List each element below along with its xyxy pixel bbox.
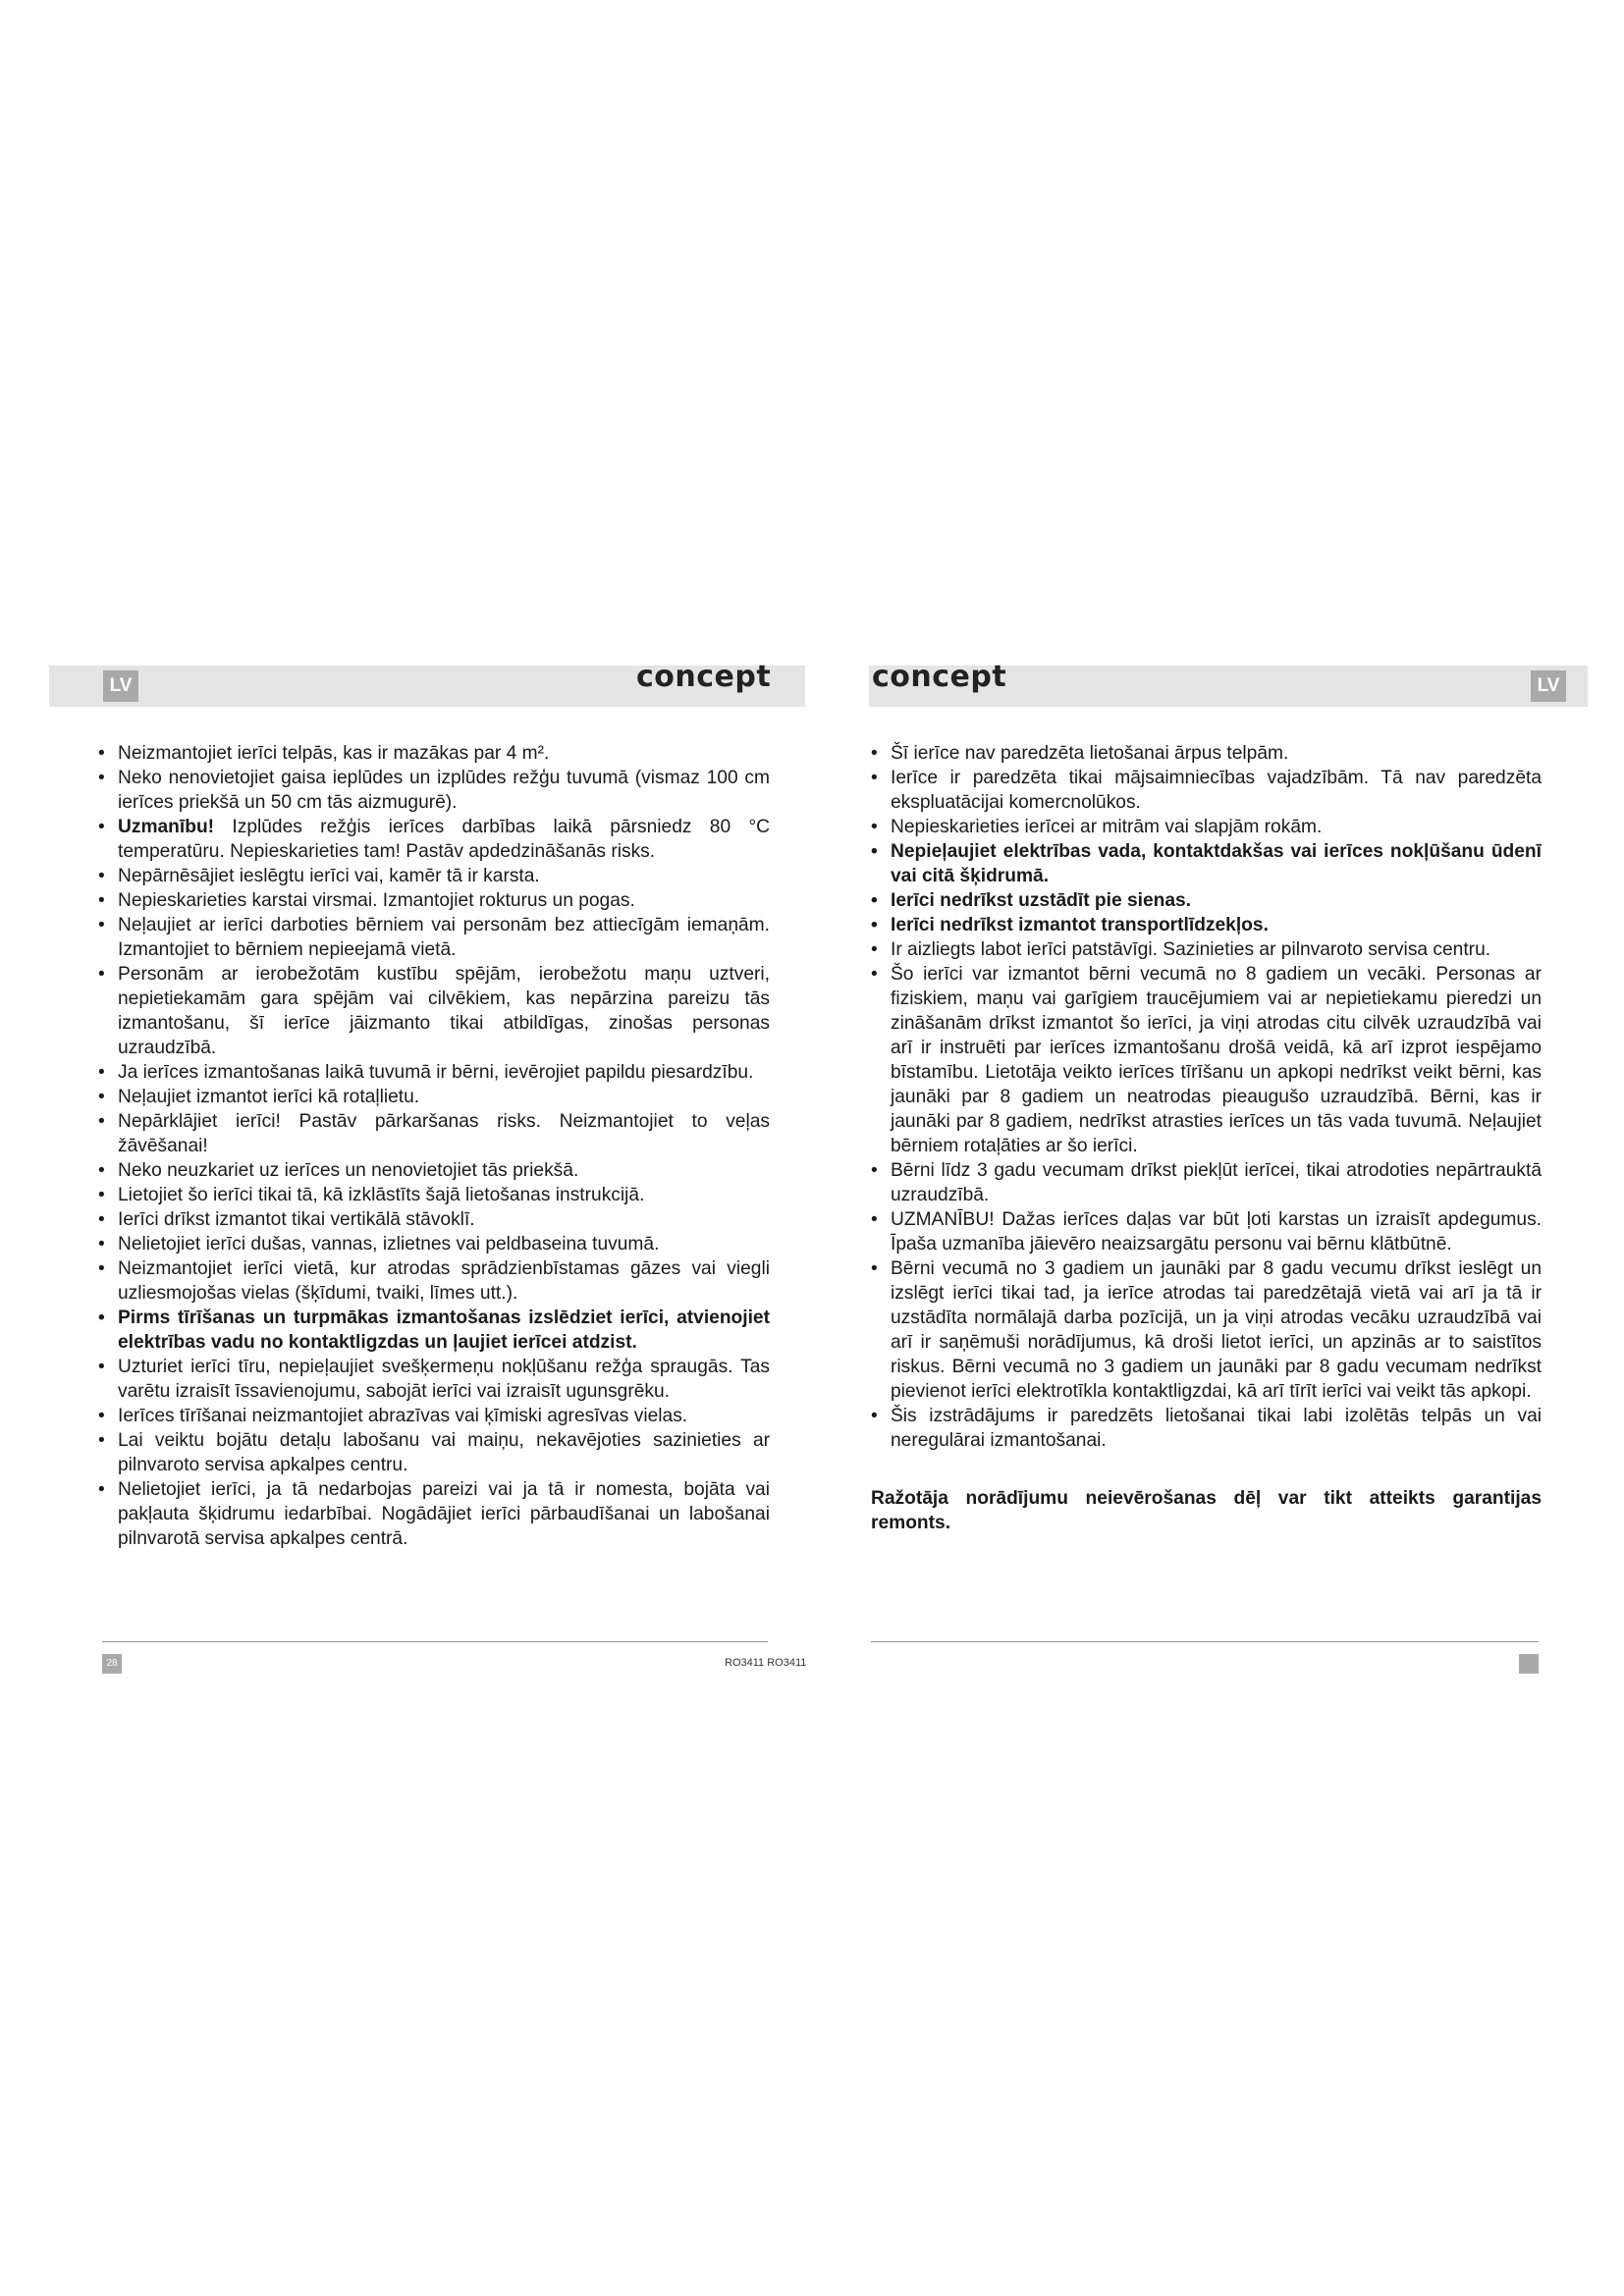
language-badge-left: LV [103, 670, 138, 702]
list-item [98, 1306, 770, 1355]
list-item-text: Ierīces tīrīšanai neizmantojiet abrazīvas vai ķīmiski agresīvas vielas. [118, 1406, 688, 1426]
list-item [98, 1355, 770, 1404]
list-item [98, 1183, 770, 1207]
list-item-text: Šo ierīci var izmantot bērni vecumā no 8 gadiem un vecāki. Personas ar fiziskiem, maņu vai garīgiem traucējumiem vai ar nepietiekamu pieredzi un zināšanām drīkst izmantot šo ierīci, ja viņi atrodas citu cilvēk uzraudzībā vai arī ir instruēti par ierīces izmantošanu drošā veidā, kā arī izprot iespējamo bīstamību. Lietotāja veikto ierīces tīrīšanu un apkopi nedrīkst veikt bērni, kas jaunāki par 8 gadiem un neatrodas pieaugušo uzraudzībā. Bērni, kas ir jaunāki par 8 gadiem, nedrīkst atrasties ierīces un tās vada tuvumā. Neļaujiet bērniem rotaļāties ar šo ierīci. [891, 964, 1542, 1156]
list-item-text: Neļaujiet ar ierīci darboties bērniem vai personām bez attiecīgām iemaņām. Izmantojiet to bērniem nepieejamā vietā. [118, 915, 770, 960]
list-item-text: Nepārnēsājiet ieslēgtu ierīci vai, kamēr tā ir karsta. [118, 866, 540, 886]
list-item [871, 888, 1542, 913]
brand-logo-left: concept [636, 660, 772, 694]
list-item [871, 766, 1542, 815]
right-column [871, 741, 1542, 1535]
list-item [871, 913, 1542, 937]
list-item [98, 1085, 770, 1109]
list-item-text: Neļaujiet izmantot ierīci kā rotaļlietu. [118, 1087, 420, 1107]
list-item-text: Lai veiktu bojātu detaļu labošanu vai maiņu, nekavējoties sazinieties ar pilnvaroto servisa apkalpes centru. [118, 1430, 770, 1475]
safety-list-right [871, 741, 1542, 1453]
list-item-text: Nepieskarieties ierīcei ar mitrām vai slapjām rokām. [891, 817, 1323, 837]
list-item-text: Personām ar ierobežotām kustību spējām, ierobežotu maņu uztveri, nepietiekamām gara spējām vai cilvēkiem, kas nepārzina pareizu tās izmantošanu, šī ierīce jāizmanto tikai atbildīgas, zinošas personas uzraudzībā. [118, 964, 770, 1058]
list-item [871, 1158, 1542, 1207]
list-item-text: Ierīci nedrīkst uzstādīt pie sienas. [891, 890, 1192, 911]
language-badge-right: LV [1531, 670, 1566, 702]
list-item [98, 741, 770, 766]
list-item-text: Nepieļaujiet elektrības vada, kontaktdakšas vai ierīces nokļūšanu ūdenī vai citā šķidrumā. [891, 841, 1542, 886]
safety-list-left [98, 741, 770, 1551]
list-item [98, 864, 770, 888]
list-item-text: Nelietojiet ierīci dušas, vannas, izlietnes vai peldbaseina tuvumā. [118, 1234, 660, 1255]
list-item-text: Neizmantojiet ierīci telpās, kas ir mazākas par 4 m². [118, 743, 550, 764]
warning-lead: Uzmanību! [118, 817, 215, 837]
list-item [871, 1207, 1542, 1256]
model-code: RO3411 RO3411 [725, 1657, 807, 1669]
list-item [871, 962, 1542, 1158]
list-item [98, 888, 770, 913]
list-item-text: Bērni vecumā no 3 gadiem un jaunāki par 8 gadu vecumu drīkst ieslēgt un izslēgt ierīci tikai tad, ja ierīce atrodas tai paredzētajā vietā vai arī ja tā ir uzstādīta normālajā darba pozīcijā, un ja viņi atrodas vecāku uzraudzībā vai arī ir saņēmuši norādījumus, kā droši lietot ierīci, un apzinās ar to saistītos riskus. Bērni vecumā no 3 gadiem un jaunāki par 8 gadu vecumam nedrīkst pievienot ierīci elektrotīkla kontaktligzdai, kā arī tīrīt ierīci vai veikt tās apkopi. [891, 1258, 1542, 1402]
list-item-text: Ja ierīces izmantošanas laikā tuvumā ir bērni, ievērojiet papildu piesardzību. [118, 1062, 754, 1083]
list-item-text: Ierīci nedrīkst izmantot transportlīdzekļos. [891, 915, 1269, 935]
list-item [871, 741, 1542, 766]
list-item-text: UZMANĪBU! Dažas ierīces daļas var būt ļoti karstas un izraisīt apdegumus. Īpaša uzmanība jāievēro neaizsargātu personu vai bērnu klātbūtnē. [891, 1209, 1542, 1255]
list-item-text: Ir aizliegts labot ierīci patstāvīgi. Sazinieties ar pilnvaroto servisa centru. [891, 939, 1491, 960]
list-item [98, 766, 770, 815]
list-item-text: Neizmantojiet ierīci vietā, kur atrodas sprādzienbīstamas gāzes vai viegli uzliesmojošas vielas (šķīdumi, tvaiki, līmes utt.). [118, 1258, 770, 1304]
list-item [98, 1477, 770, 1551]
page-number: 28 [102, 1654, 122, 1674]
list-item-text: Lietojiet šo ierīci tikai tā, kā izklāstīts šajā lietošanas instrukcijā. [118, 1185, 645, 1205]
list-item [871, 1404, 1542, 1453]
list-item [98, 1428, 770, 1477]
list-item-text: Bērni līdz 3 gadu vecumam drīkst piekļūt ierīcei, tikai atrodoties nepārtrauktā uzraudzībā. [891, 1160, 1542, 1205]
list-item [98, 913, 770, 962]
footer-divider-left [102, 1641, 768, 1642]
list-item [98, 1404, 770, 1428]
list-item-text: Ierīci drīkst izmantot tikai vertikālā stāvoklī. [118, 1209, 475, 1230]
brand-logo-right: concept [872, 660, 1007, 694]
list-item [871, 1256, 1542, 1404]
list-item [871, 815, 1542, 839]
list-item [98, 1060, 770, 1085]
left-column [98, 741, 770, 1551]
list-item-text: Nepārklājiet ierīci! Pastāv pārkaršanas risks. Neizmantojiet to veļas žāvēšanai! [118, 1111, 770, 1156]
list-item [98, 815, 770, 864]
warranty-note: Ražotāja norādījumu neievērošanas dēļ var tikt atteikts garantijas remonts. [871, 1488, 1542, 1533]
page-marker-right [1519, 1654, 1539, 1674]
footer-divider-right [871, 1641, 1539, 1642]
list-item-text: Šis izstrādājums ir paredzēts lietošanai tikai labi izolētās telpās un vai neregulārai izmantošanai. [891, 1406, 1542, 1451]
list-item-text: Neko nenovietojiet gaisa ieplūdes un izplūdes režģu tuvumā (vismaz 100 cm ierīces priekšā un 50 cm tās aizmugurē). [118, 768, 770, 813]
list-item-text: Uzturiet ierīci tīru, nepieļaujiet svešķermeņu nokļūšanu režģa spraugās. Tas varētu izraisīt īssavienojumu, sabojāt ierīci vai izraisīt ugunsgrēku. [118, 1357, 770, 1402]
list-item [871, 839, 1542, 888]
list-item-text: Nepieskarieties karstai virsmai. Izmantojiet rokturus un pogas. [118, 890, 635, 911]
list-item [98, 962, 770, 1060]
list-item [98, 1207, 770, 1232]
list-item-text: Neko neuzkariet uz ierīces un nenovietojiet tās priekšā. [118, 1160, 579, 1181]
list-item [98, 1109, 770, 1158]
list-item-text: Pirms tīrīšanas un turpmākas izmantošanas izslēdziet ierīci, atvienojiet elektrības vadu no kontaktligzdas un ļaujiet ierīcei atdzist. [118, 1308, 770, 1353]
list-item [98, 1256, 770, 1306]
list-item [98, 1232, 770, 1256]
list-item [871, 937, 1542, 962]
list-item-text: Šī ierīce nav paredzēta lietošanai ārpus telpām. [891, 743, 1289, 764]
list-item-text: Ierīce ir paredzēta tikai mājsaimniecības vajadzībām. Tā nav paredzēta ekspluatācijai komercnolūkos. [891, 768, 1542, 813]
list-item-text: Izplūdes režģis ierīces darbības laikā pārsniedz 80 °C temperatūru. Nepieskarieties tam! Pastāv apdedzināšanās risks. [118, 817, 770, 862]
list-item [98, 1158, 770, 1183]
list-item-text: Nelietojiet ierīci, ja tā nedarbojas pareizi vai ja tā ir nomesta, bojāta vai pakļauta šķidrumu iedarbībai. Nogādājiet ierīci pārbaudīšanai un labošanai pilnvarotā servisa apkalpes centrā. [118, 1479, 770, 1549]
